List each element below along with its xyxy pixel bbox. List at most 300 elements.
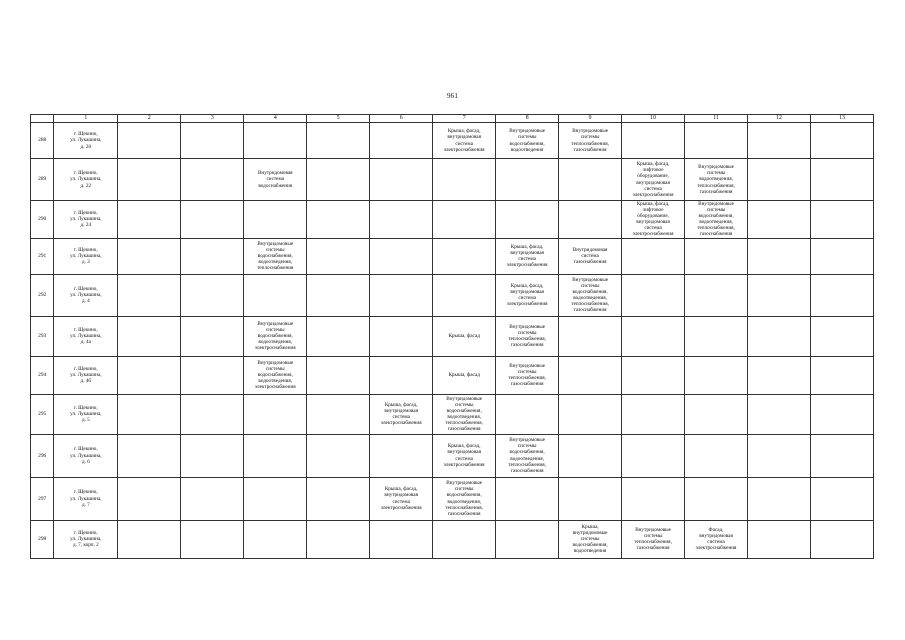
- table-cell: [370, 201, 433, 239]
- cell-text-line: электроснабжения: [506, 262, 548, 269]
- table-cell: [118, 123, 181, 159]
- cell-text-line: теплоснабжения,: [445, 504, 483, 511]
- column-header: 3: [181, 115, 244, 123]
- address-cell: [54, 356, 118, 394]
- address-cell: [54, 123, 118, 159]
- cell-text-line: теплоснабжения,: [571, 301, 609, 308]
- cell-text-line: газоснабжения: [510, 381, 544, 388]
- row-number: 293: [31, 316, 54, 356]
- table-cell: [685, 201, 748, 239]
- table-cell: [748, 274, 811, 316]
- column-header: 2: [118, 115, 181, 123]
- table-cell: [685, 274, 748, 316]
- cell-text-line: д. 5: [81, 417, 90, 424]
- cell-text-line: водоотведения: [510, 146, 544, 153]
- cell-text-line: теплоснабжения,: [508, 461, 546, 468]
- column-header: 11: [685, 115, 748, 123]
- cell-text-line: теплоснабжения,: [697, 182, 735, 189]
- cell-text-line: г. Щекино,: [74, 529, 98, 536]
- cell-text-line: ул. Лукашина,: [70, 411, 102, 418]
- cell-text-line: г. Щекино,: [74, 404, 98, 411]
- cell-text-line: Крыша, фасад,: [447, 443, 481, 450]
- table-cell: [685, 316, 748, 356]
- cell-text-line: водоснабжения: [258, 182, 293, 189]
- cell-text-line: Внутридомовые: [446, 395, 483, 402]
- table-cell: [118, 356, 181, 394]
- cell-text-line: системы: [517, 368, 537, 375]
- table-cell: [244, 520, 307, 558]
- cell-text-line: теплоснабжения,: [445, 420, 483, 427]
- cell-text-line: внутридомовая: [384, 407, 418, 414]
- cell-text-line: ул. Лукашина,: [70, 176, 102, 183]
- cell-text-line: водоотведения,: [447, 414, 482, 421]
- cell-text-line: Крыша, фасад,: [636, 161, 670, 168]
- cell-text-line: системы: [517, 329, 537, 336]
- cell-text-line: системы: [706, 207, 726, 214]
- table-cell: [559, 201, 622, 239]
- cell-text-line: водоотведения,: [573, 295, 607, 302]
- cell-text-line: газоснабжения: [447, 426, 481, 433]
- table-cell: [559, 356, 622, 394]
- cell-text-line: Внутридомовые: [257, 320, 294, 327]
- row-number: 295: [31, 394, 54, 434]
- table-cell: [244, 238, 307, 274]
- cell-text-line: система: [707, 539, 725, 546]
- cell-text-line: газоснабжения: [510, 467, 544, 474]
- cell-text-line: д. 7: [81, 501, 90, 508]
- table-cell: [307, 123, 370, 159]
- cell-text-line: внутридомовые: [572, 529, 608, 536]
- table-cell: [622, 356, 685, 394]
- table-cell: [307, 274, 370, 316]
- table-cell: [496, 394, 559, 434]
- cell-text-line: электроснабжения: [380, 420, 422, 427]
- table-cell: [748, 356, 811, 394]
- table-cell: [307, 356, 370, 394]
- address-cell: [54, 238, 118, 274]
- table-cell: [118, 316, 181, 356]
- table-cell: [559, 274, 622, 316]
- table-cell: [748, 238, 811, 274]
- table-cell: [244, 316, 307, 356]
- column-header: [31, 115, 54, 123]
- cell-text-line: газоснабжения: [573, 146, 607, 153]
- cell-text-line: водоснабжения,: [446, 407, 482, 414]
- table-row: [31, 274, 874, 316]
- column-header: 8: [496, 115, 559, 123]
- cell-text-line: теплоснабжения,: [508, 375, 546, 382]
- cell-text-line: системы: [517, 443, 537, 450]
- cell-text-line: г. Щекино,: [74, 489, 98, 496]
- table-cell: [433, 520, 496, 558]
- table-row: [31, 434, 874, 477]
- column-header: 6: [370, 115, 433, 123]
- table-cell: [811, 123, 874, 159]
- cell-text-line: системы: [454, 486, 474, 493]
- address-cell: [54, 434, 118, 477]
- cell-text-line: газоснабжения: [510, 342, 544, 349]
- table-cell: [685, 159, 748, 201]
- table-cell: [622, 520, 685, 558]
- table-cell: [118, 520, 181, 558]
- cell-text-line: Крыша, фасад,: [636, 201, 670, 207]
- table-cell: [370, 356, 433, 394]
- cell-text-line: водоотведения: [573, 548, 607, 555]
- table-cell: [811, 520, 874, 558]
- table-cell: [622, 159, 685, 201]
- table-cell: [811, 316, 874, 356]
- cell-text-line: водоотведения,: [258, 339, 293, 346]
- cell-text-line: система: [644, 225, 662, 232]
- table-cell: [748, 477, 811, 520]
- cell-text-line: системы: [580, 134, 600, 141]
- table-cell: [118, 477, 181, 520]
- table-cell: [496, 477, 559, 520]
- table-cell: [622, 201, 685, 239]
- table-cell: [433, 123, 496, 159]
- table-cell: [181, 356, 244, 394]
- cell-text-line: лифтовое: [642, 167, 664, 174]
- cell-text-line: водоотведения,: [447, 498, 482, 505]
- cell-text-line: водоснабжения,: [257, 372, 293, 379]
- table-cell: [370, 316, 433, 356]
- column-header: 5: [307, 115, 370, 123]
- table-cell: [244, 159, 307, 201]
- table-row: [31, 159, 874, 201]
- column-header: 4: [244, 115, 307, 123]
- address-cell: [54, 394, 118, 434]
- cell-text-line: системы: [454, 401, 474, 408]
- cell-text-line: Внутридомовая: [257, 170, 293, 177]
- cell-text-line: система: [455, 455, 473, 462]
- table-cell: [496, 520, 559, 558]
- cell-text-line: Крыша, фасад: [448, 333, 480, 340]
- table-cell: [181, 520, 244, 558]
- table-cell: [811, 356, 874, 394]
- cell-text-line: г. Щекино,: [74, 131, 98, 138]
- table-cell: [433, 238, 496, 274]
- cell-text-line: ул. Лукашина,: [70, 372, 102, 379]
- cell-text-line: система: [581, 253, 599, 260]
- table-cell: [118, 238, 181, 274]
- address-cell: [54, 477, 118, 520]
- cell-text-line: системы: [706, 170, 726, 177]
- row-number: 298: [31, 520, 54, 558]
- table-cell: [496, 316, 559, 356]
- table-cell: [685, 123, 748, 159]
- cell-text-line: электроснабжения: [632, 191, 674, 198]
- cell-text-line: д. 20: [80, 143, 92, 150]
- table-cell: [181, 201, 244, 239]
- row-number: 291: [31, 238, 54, 274]
- table-cell: [496, 434, 559, 477]
- table-cell: [433, 316, 496, 356]
- cell-text-line: д. 4б: [80, 378, 92, 385]
- cell-text-line: г. Щекино,: [74, 246, 98, 253]
- table-cell: [559, 316, 622, 356]
- cell-text-line: г. Щекино,: [74, 446, 98, 453]
- cell-text-line: Крыша, фасад,: [510, 243, 544, 250]
- table-cell: [559, 159, 622, 201]
- table-cell: [811, 394, 874, 434]
- table-cell: [685, 238, 748, 274]
- table-cell: [622, 123, 685, 159]
- table-cell: [244, 274, 307, 316]
- table-cell: [244, 356, 307, 394]
- table-cell: [496, 238, 559, 274]
- address-cell: [54, 159, 118, 201]
- table-cell: [622, 394, 685, 434]
- cell-text-line: газоснабжения: [573, 307, 607, 314]
- cell-text-line: Внутридомовые: [257, 240, 294, 247]
- cell-text-line: внутридомовая: [510, 288, 544, 295]
- table-cell: [307, 394, 370, 434]
- table-cell: [370, 434, 433, 477]
- table-cell: [811, 238, 874, 274]
- table-cell: [496, 123, 559, 159]
- cell-text-line: газоснабжения: [699, 188, 733, 195]
- table-cell: [370, 238, 433, 274]
- table-cell: [748, 159, 811, 201]
- table-cell: [559, 238, 622, 274]
- table-cell: [433, 159, 496, 201]
- cell-text-line: оборудование,: [637, 173, 669, 180]
- row-number: 294: [31, 356, 54, 394]
- table-cell: [685, 356, 748, 394]
- cell-text-line: теплоснабжения: [257, 265, 294, 272]
- address-cell: [54, 316, 118, 356]
- column-header: 10: [622, 115, 685, 123]
- row-number: 290: [31, 201, 54, 239]
- address-cell: [54, 274, 118, 316]
- table-cell: [811, 159, 874, 201]
- table-cell: [811, 274, 874, 316]
- table-cell: [559, 123, 622, 159]
- cell-text-line: электроснабжения: [254, 345, 296, 352]
- cell-text-line: внутридомовая: [510, 249, 544, 256]
- table-cell: [181, 123, 244, 159]
- cell-text-line: внутридомовая: [447, 134, 481, 141]
- cell-text-line: водоотведения,: [699, 219, 733, 226]
- table-cell: [433, 201, 496, 239]
- table-cell: [496, 201, 559, 239]
- table-cell: [307, 520, 370, 558]
- table-cell: [244, 201, 307, 239]
- table-cell: [685, 477, 748, 520]
- cell-text-line: ул. Лукашина,: [70, 495, 102, 502]
- table-cell: [433, 434, 496, 477]
- cell-text-line: ул. Лукашина,: [70, 452, 102, 459]
- cell-text-line: Крыша,: [581, 523, 599, 530]
- table-cell: [370, 123, 433, 159]
- cell-text-line: система: [392, 414, 410, 421]
- address-cell: [54, 201, 118, 239]
- table-cell: [118, 434, 181, 477]
- cell-text-line: система: [455, 140, 473, 147]
- table-cell: [244, 394, 307, 434]
- cell-text-line: системы: [265, 326, 285, 333]
- column-header: 9: [559, 115, 622, 123]
- cell-text-line: электроснабжения: [443, 461, 485, 468]
- table-cell: [748, 316, 811, 356]
- table-cell: [496, 274, 559, 316]
- cell-text-line: д. 22: [80, 182, 92, 189]
- table-cell: [118, 201, 181, 239]
- table-cell: [748, 394, 811, 434]
- cell-text-line: системы: [580, 536, 600, 543]
- table-cell: [307, 238, 370, 274]
- cell-text-line: водоснабжения,: [698, 213, 734, 220]
- cell-text-line: Внутридомовые: [509, 323, 546, 330]
- cell-text-line: Фасад,: [708, 526, 724, 533]
- cell-text-line: д. 3: [81, 259, 90, 266]
- cell-text-line: д. 4а: [80, 339, 91, 346]
- cell-text-line: газоснабжения: [636, 545, 670, 552]
- cell-text-line: д. 7, корп. 2: [72, 542, 99, 549]
- table-row: [31, 316, 874, 356]
- table-cell: [181, 274, 244, 316]
- table-cell: [433, 274, 496, 316]
- table-cell: [811, 201, 874, 239]
- cell-text-line: внутридомовая: [699, 532, 733, 539]
- cell-text-line: электроснабжения: [380, 504, 422, 511]
- table-row: [31, 477, 874, 520]
- cell-text-line: лифтовое: [642, 207, 664, 214]
- cell-text-line: Внутридомовые: [698, 164, 734, 171]
- cell-text-line: система: [266, 176, 285, 183]
- table-cell: [307, 159, 370, 201]
- table-row: [31, 520, 874, 558]
- table-cell: [496, 159, 559, 201]
- table-cell: [559, 394, 622, 434]
- table-row: [31, 201, 874, 239]
- table-cell: [181, 159, 244, 201]
- cell-text-line: внутридомовая: [447, 449, 481, 456]
- table-cell: [559, 434, 622, 477]
- table-cell: [181, 238, 244, 274]
- table-cell: [685, 434, 748, 477]
- table-cell: [748, 520, 811, 558]
- row-number: 297: [31, 477, 54, 520]
- cell-text-line: система: [518, 295, 536, 302]
- cell-text-line: теплоснабжения,: [697, 225, 735, 232]
- cell-text-line: Внутридомовые: [635, 526, 671, 533]
- table-cell: [496, 356, 559, 394]
- cell-text-line: Внутридомовые: [446, 480, 483, 487]
- address-cell: [54, 520, 118, 558]
- table-cell: [811, 477, 874, 520]
- cell-text-line: водоотведения,: [258, 378, 293, 385]
- cell-text-line: г. Щекино,: [74, 210, 98, 217]
- column-header: 12: [748, 115, 811, 123]
- table-cell: [181, 394, 244, 434]
- cell-text-line: Крыша, фасад,: [510, 282, 544, 289]
- column-header: 13: [811, 115, 874, 123]
- cell-text-line: электроснабжения: [695, 545, 737, 552]
- cell-text-line: внутридомовая: [384, 492, 418, 499]
- table-cell: [559, 477, 622, 520]
- cell-text-line: водоснабжения,: [509, 449, 545, 456]
- table-cell: [748, 434, 811, 477]
- column-header-row: [31, 115, 874, 123]
- table-cell: [748, 201, 811, 239]
- cell-text-line: Крыша, фасад,: [384, 401, 418, 408]
- cell-text-line: Внутридомовые: [698, 201, 734, 207]
- cell-text-line: теплоснабжения,: [508, 336, 546, 343]
- cell-text-line: Внутридомовые: [572, 128, 608, 135]
- cell-text-line: г. Щекино,: [74, 285, 98, 292]
- cell-text-line: оборудование,: [637, 213, 669, 220]
- cell-text-line: ул. Лукашина,: [70, 253, 102, 260]
- table-cell: [559, 520, 622, 558]
- cell-text-line: система: [392, 498, 410, 505]
- cell-text-line: Крыша, фасад,: [384, 486, 418, 493]
- cell-text-line: системы: [580, 282, 600, 289]
- column-header: 1: [54, 115, 118, 123]
- row-number: 292: [31, 274, 54, 316]
- table-cell: [433, 477, 496, 520]
- table-row: [31, 238, 874, 274]
- cell-text-line: ул. Лукашина,: [70, 216, 102, 223]
- table-cell: [118, 274, 181, 316]
- table-cell: [370, 520, 433, 558]
- cell-text-line: внутридомовая: [636, 179, 670, 186]
- table-row: [31, 123, 874, 159]
- table-cell: [622, 238, 685, 274]
- row-number: 296: [31, 434, 54, 477]
- table-cell: [118, 159, 181, 201]
- table-cell: [370, 477, 433, 520]
- cell-text-line: система: [644, 185, 662, 192]
- cell-text-line: Внутридомовые: [257, 359, 294, 366]
- cell-text-line: водоснабжения,: [509, 140, 545, 147]
- table-cell: [370, 394, 433, 434]
- cell-text-line: г. Щекино,: [74, 326, 98, 333]
- cell-text-line: теплоснабжения,: [571, 140, 609, 147]
- table-cell: [370, 159, 433, 201]
- cell-text-line: Внутридомовые: [572, 276, 608, 283]
- table-cell: [433, 394, 496, 434]
- cell-text-line: электроснабжения: [632, 231, 674, 238]
- cell-text-line: водоснабжения,: [257, 333, 293, 340]
- cell-text-line: д. 4: [81, 298, 90, 305]
- table-cell: [622, 274, 685, 316]
- cell-text-line: водоотведения,: [699, 176, 733, 183]
- table-cell: [811, 434, 874, 477]
- cell-text-line: водоотведения,: [258, 259, 293, 266]
- cell-text-line: электроснабжения: [506, 301, 548, 308]
- cell-text-line: водоснабжения,: [446, 492, 482, 499]
- cell-text-line: ул. Лукашина,: [70, 137, 102, 144]
- page-number: 961: [446, 92, 459, 100]
- cell-text-line: Внутридомовые: [509, 437, 546, 444]
- cell-text-line: газоснабжения: [573, 259, 607, 266]
- cell-text-line: системы: [265, 365, 285, 372]
- table-cell: [181, 316, 244, 356]
- table-cell: [685, 520, 748, 558]
- cell-text-line: водоснабжения,: [257, 253, 293, 260]
- table-cell: [307, 316, 370, 356]
- table-row: [31, 356, 874, 394]
- column-header: 7: [433, 115, 496, 123]
- cell-text-line: водоотведения,: [510, 455, 544, 462]
- cell-text-line: ул. Лукашина,: [70, 292, 102, 299]
- cell-text-line: Внутридомовые: [509, 362, 546, 369]
- cell-text-line: Внутридомовые: [509, 128, 546, 135]
- table-cell: [118, 394, 181, 434]
- cell-text-line: газоснабжения: [447, 510, 481, 517]
- table-cell: [181, 434, 244, 477]
